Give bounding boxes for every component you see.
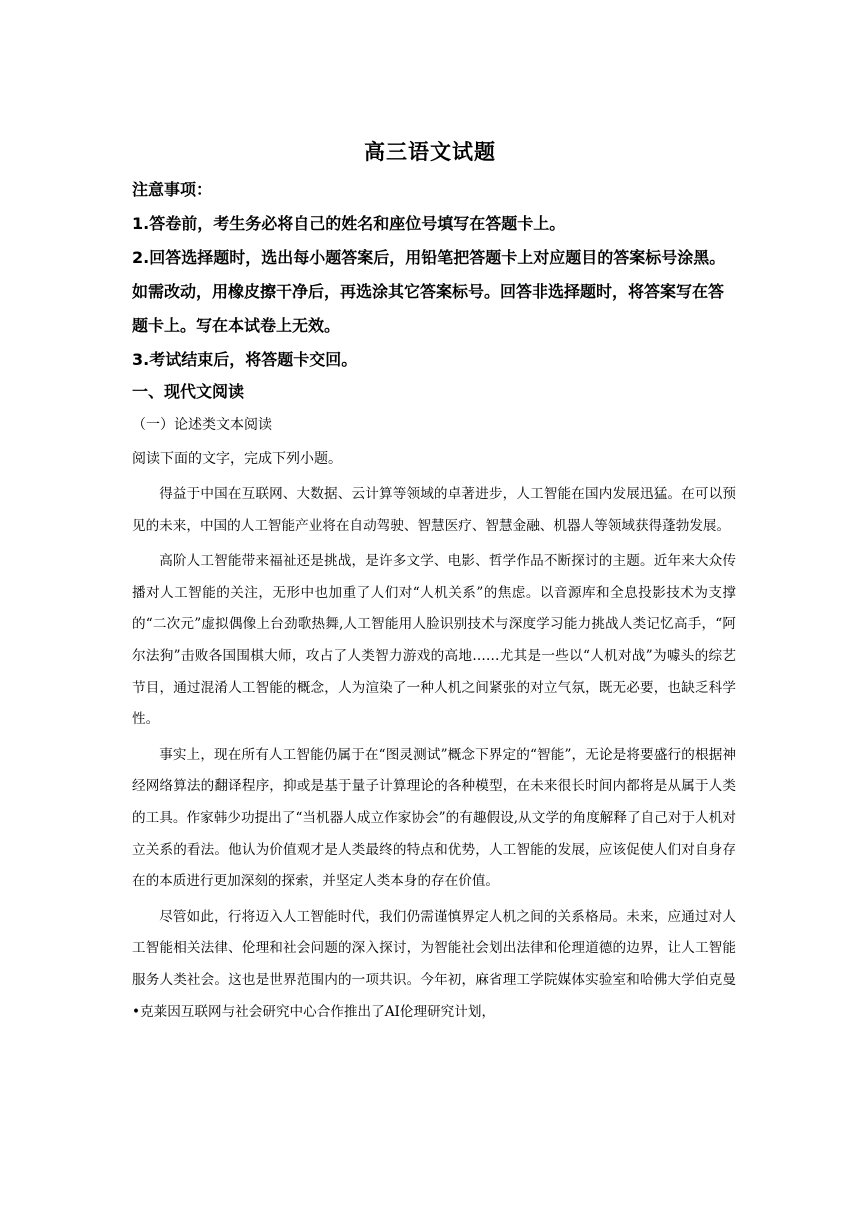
notice-item-1 (132, 207, 736, 241)
passage-paragraph-1: 得益于中国在互联网、大数据、云计算等领域的卓著进步，人工智能在国内发展迅猛。在可以预见的未来，中国的人工智能产业将在自动驾驶、智慧医疗、智慧金融、机器人等领域获得蓬勃发展。 (132, 486, 736, 534)
notice-heading (132, 173, 736, 207)
reading-instruction: 阅读下面的文字，完成下列小题。 (132, 451, 342, 467)
notice-item-3 (132, 343, 736, 377)
reading-passage (132, 479, 736, 1032)
notice-item-2 (132, 241, 736, 343)
notice-item-text: 2.回答选择题时，选出每小题答案后，用铅笔把答题卡上对应题目的答案标号涂黑。如需改动，用橡皮擦干净后，再选涂其它答案标号。回答非选择题时，将答案写在答题卡上。写在本试卷上无效。 (132, 248, 726, 335)
notice-item-text: 3.考试结束后，将答题卡交回。 (132, 350, 358, 369)
notice-item-text: 1.答卷前，考生务必将自己的姓名和座位号填写在答题卡上。 (132, 214, 566, 233)
passage-paragraph-4: 尽管如此，行将迈入人工智能时代，我们仍需谨慎界定人机之间的关系格局。未来，应通过对人工智能相关法律、伦理和社会问题的深入探讨，为智能社会划出法律和伦理道德的边界，让人工智能服务人类社会。这也是世界范围内的一项共识。今年初，麻省理工学院媒体实验室和哈佛大学伯克曼•克莱因互联网与社会研究中心合作推出了AI伦理研究计划， (132, 908, 736, 1020)
section-title: 一、现代文阅读 (132, 382, 245, 401)
passage-paragraph-3: 事实上，现在所有人工智能仍属于在“图灵测试”概念下界定的“智能”，无论是将要盛行的根据神经网络算法的翻译程序，抑或是基于量子计算理论的各种模型，在未来很长时间内都将是从属于人类的工具。作家韩少功提出了“当机器人成立作家协会”的有趣假设,从文学的角度解释了自己对于人机对立关系的看法。他认为价值观才是人类最终的特点和优势，人工智能的发展，应该促使人们对自身存在的本质进行更加深刻的探索，并坚定人类本身的存在价值。 (132, 746, 736, 890)
passage-paragraph-2: 高阶人工智能带来福祉还是挑战，是许多文学、电影、哲学作品不断探讨的主题。近年来大众传播对人工智能的关注，无形中也加重了人们对“人机关系”的焦虑。以音源库和全息投影技术为支撑的“二次元”虚拟偶像上台劲歌热舞,人工智能用人脸识别技术与深度学习能力挑战人类记忆高手，“阿尔法狗”击败各国围棋大师，攻占了人类智力游戏的高地……尤其是一些以“人机对战”为噱头的综艺节目，通过混淆人工智能的概念，人为渲染了一种人机之间紧张的对立气氛，既无必要，也缺乏科学性。 (132, 553, 736, 728)
document-title: 高三语文试题 (364, 140, 496, 164)
subsection-title: （一）论述类文本阅读 (132, 417, 272, 433)
notice-heading-text: 注意事项： (132, 180, 213, 199)
